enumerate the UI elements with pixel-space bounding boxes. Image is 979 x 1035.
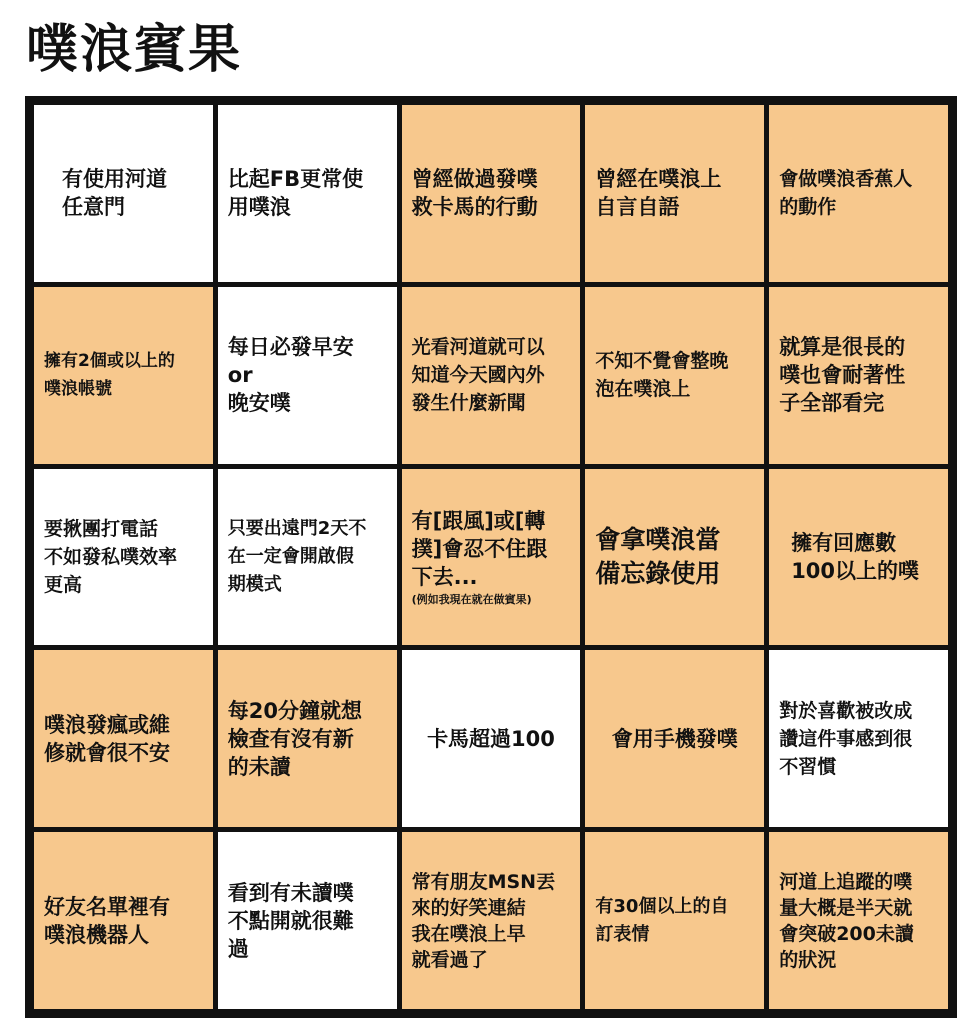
bingo-cell: 有[跟風]或[轉 撲]會忍不住跟 下去... (例如我現在就在做賓果): [402, 469, 581, 646]
bingo-cell: 比起FB更常使 用噗浪: [218, 105, 397, 282]
bingo-cell: 對於喜歡被改成 讚這件事感到很 不習慣: [769, 650, 948, 827]
bingo-cell: 每20分鐘就想 檢查有沒有新 的未讀: [218, 650, 397, 827]
bingo-cell: 要揪團打電話 不如發私噗效率 更高: [34, 469, 213, 646]
bingo-cell: 擁有2個或以上的 噗浪帳號: [34, 287, 213, 464]
bingo-cell: 不知不覺會整晚 泡在噗浪上: [585, 287, 764, 464]
bingo-cell: 好友名單裡有 噗浪機器人: [34, 832, 213, 1009]
bingo-cell: 卡馬超過100: [402, 650, 581, 827]
bingo-cell: 常有朋友MSN丟 來的好笑連結 我在噗浪上早 就看過了: [402, 832, 581, 1009]
bingo-cell: 曾經在噗浪上 自言自語: [585, 105, 764, 282]
bingo-cell: 就算是很長的 噗也會耐著性 子全部看完: [769, 287, 948, 464]
bingo-cell: 會做噗浪香蕉人 的動作: [769, 105, 948, 282]
bingo-board: [25, 96, 957, 1018]
bingo-cell: 有30個以上的自 訂表情: [585, 832, 764, 1009]
bingo-cell: 每日必發早安 or 晚安噗: [218, 287, 397, 464]
bingo-cell: 噗浪發瘋或維 修就會很不安: [34, 650, 213, 827]
bingo-cell: 看到有未讀噗 不點開就很難 過: [218, 832, 397, 1009]
bingo-cell: 會用手機發噗: [585, 650, 764, 827]
bingo-cell: 只要出遠門2天不 在一定會開啟假 期模式: [218, 469, 397, 646]
bingo-cell: 有使用河道 任意門: [34, 105, 213, 282]
bingo-cell: 會拿噗浪當 備忘錄使用: [585, 469, 764, 646]
bingo-cell: 曾經做過發噗 救卡馬的行動: [402, 105, 581, 282]
bingo-cell: 擁有回應數 100以上的噗: [769, 469, 948, 646]
bingo-cell: 河道上追蹤的噗 量大概是半天就 會突破200未讀 的狀況: [769, 832, 948, 1009]
page-title: 噗浪賓果: [26, 20, 243, 80]
bingo-cell: 光看河道就可以 知道今天國內外 發生什麼新聞: [402, 287, 581, 464]
